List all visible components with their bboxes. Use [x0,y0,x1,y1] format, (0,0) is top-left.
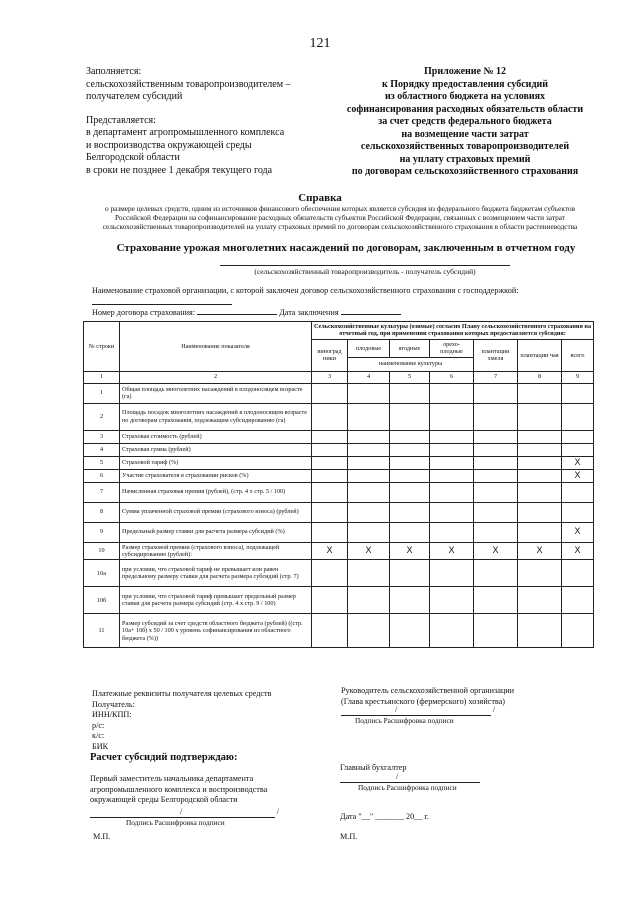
value-cell[interactable] [474,482,518,502]
header-tea: плантации чая [518,339,562,371]
value-cell[interactable] [390,430,430,443]
slash: / [396,771,399,781]
stamp-place-right: М.П. [340,832,358,841]
confirm-heading: Расчет субсидий подтверждаю: [90,752,238,763]
bank-line: Получатель: [92,699,135,709]
appendix-line: за счет средств федерального бюджета [378,116,552,127]
indicator-name: Предельный размер ставки для расчета размера субсидий (%) [120,522,312,542]
x-mark: X [562,456,594,469]
contract-number-label: Номер договора страхования: [92,308,196,317]
stamp-place-left: М.П. [93,832,111,841]
value-cell[interactable] [518,502,562,522]
value-cell[interactable] [348,456,390,469]
fill-instructions [86,66,336,177]
value-cell[interactable] [348,522,390,542]
value-cell[interactable] [518,482,562,502]
table-row [84,383,594,403]
page-number: 121 [309,36,331,51]
submit-line: и воспроизводства окружающей среды [86,139,252,151]
accountant-signature-block [340,763,560,793]
value-cell[interactable] [518,469,562,482]
value-cell[interactable] [518,522,562,542]
value-cell[interactable] [390,469,430,482]
submit-line: в департамент агропромышленного комплекса [86,127,285,138]
value-cell[interactable] [312,614,348,648]
header-nut: орехо-плодные [430,339,474,357]
value-cell[interactable] [430,587,474,614]
value-cell[interactable] [518,456,562,469]
indicator-name: Размер субсидий за счет средств областного бюджета (рублей) ((стр. 10а+ 10б) х 50 / 100 х уровень софинансирования из областного бюджета (%)) [120,614,312,648]
value-cell[interactable] [390,443,430,456]
row-number: 5 [84,456,120,469]
value-cell[interactable] [518,587,562,614]
value-cell[interactable] [312,560,348,587]
value-cell[interactable] [562,482,594,502]
x-mark: X [430,542,474,560]
value-cell[interactable] [562,614,594,648]
certificate-title: Справка [298,192,342,204]
indicator-name: Общая площадь многолетних насаждений в плодоносящем возрасте (га) [120,383,312,403]
value-cell[interactable] [348,560,390,587]
head-title: Руководитель сельскохозяйственной организации [341,686,515,695]
deputy-line: Первый заместитель начальника департамента [90,774,254,783]
value-cell[interactable] [474,443,518,456]
column-number: 7 [474,371,518,383]
row-number: 1 [84,383,120,403]
head-signature-block [341,686,571,727]
appendix-line: сельскохозяйственных товаропроизводителей [360,141,570,152]
appendix-line: по договорам сельскохозяйственного страхования [351,166,579,177]
value-cell[interactable] [348,482,390,502]
value-cell[interactable] [518,443,562,456]
value-cell[interactable] [430,502,474,522]
header-crop-name: наименование культуры [348,357,474,371]
value-cell[interactable] [562,430,594,443]
producer-caption: (сельскохозяйственный товаропроизводитель - получатель субсидий) [254,267,476,276]
bank-details [92,689,312,752]
date-field[interactable]: Дата "__" _______ 20__ г. [340,812,429,821]
row-number: 10а [84,560,120,587]
value-cell[interactable] [348,383,390,403]
value-cell[interactable] [562,560,594,587]
value-cell[interactable] [312,469,348,482]
value-cell[interactable] [474,502,518,522]
column-number: 4 [348,371,390,383]
x-mark: X [348,542,390,560]
value-cell[interactable] [430,456,474,469]
producer-name-line[interactable] [220,265,510,266]
value-cell[interactable] [474,403,518,430]
value-cell[interactable] [430,403,474,430]
column-number: 5 [390,371,430,383]
subsidy-table [83,321,594,648]
row-number: 8 [84,502,120,522]
submit-label: Представляется: [86,114,156,126]
value-cell[interactable] [474,522,518,542]
value-cell[interactable] [518,560,562,587]
value-cell[interactable] [430,383,474,403]
table-row [84,614,594,648]
value-cell[interactable] [312,482,348,502]
submit-line: Белгородской области [86,152,180,163]
row-number: 3 [84,430,120,443]
bank-line: р/с: [92,720,105,730]
indicator-name: Страховая сумма (рублей) [120,443,312,456]
x-mark: X [474,542,518,560]
appendix-header [330,66,600,179]
table-row [84,443,594,456]
fill-label: Заполняется: [86,66,142,77]
value-cell[interactable] [518,383,562,403]
indicator-name: при условии, что страховой тариф не превышает или равен предельному размеру ставки для расчета размера субсидий (стр. 7) [120,560,312,587]
appendix-line: из областного бюджета на условиях [384,91,546,102]
value-cell[interactable] [348,430,390,443]
contract-number-field[interactable] [197,306,277,315]
value-cell[interactable] [390,403,430,430]
value-cell[interactable] [430,469,474,482]
indicator-name: при условии, что страховой тариф превышает предельный размер ставки для расчета размера субсидий (стр. 4 х стр. 9 / 100) [120,587,312,614]
value-cell[interactable] [390,383,430,403]
head-signature-line[interactable] [341,705,495,716]
fill-line: получателем субсидий [86,91,183,102]
value-cell[interactable] [312,443,348,456]
appendix-number: Приложение № 12 [423,66,507,77]
table-row [84,542,594,560]
accountant-signature-line[interactable] [340,771,480,783]
value-cell[interactable] [562,403,594,430]
accountant-signature-caption: Подпись Расшифровка подписи [358,782,457,792]
insurer-name-field[interactable] [92,296,232,305]
appendix-line: к Порядку предоставления субсидий [381,78,549,90]
table-row [84,587,594,614]
indicator-name: Размер страховой премии (страхового взноса), подлежащей субсидированию (рублей): [120,542,312,560]
table-row [84,482,594,502]
contract-date-field[interactable] [341,306,401,315]
row-number: 6 [84,469,120,482]
value-cell[interactable] [518,403,562,430]
value-cell[interactable] [430,430,474,443]
value-cell[interactable] [474,383,518,403]
row-number: 2 [84,403,120,430]
value-cell[interactable] [312,502,348,522]
value-cell[interactable] [430,443,474,456]
indicator-name: Сумма уплаченной страховой премии (страхового взноса) (рублей) [120,502,312,522]
appendix-line: на возмещение части затрат [401,128,529,140]
certificate-description: о размере целевых средств, одним из источников финансового обеспечения которых является субсидия из федерального бюджета бюджетам субъектов Российской Федерации на софинансирование расходных обязательств субъектов Российской Федерации, связанных с возмещением части затрат сельскохозяйственных товаропроизводителей на уплату страховых премий по договорам сельскохозяйственного страхования в области растениеводства [102,204,578,231]
indicator-name: Страховая стоимость (рублей) [120,430,312,443]
row-number: 4 [84,443,120,456]
table-row [84,430,594,443]
bank-line: БИК [92,741,109,751]
indicator-name: Площадь посадок многолетних насаждений в плодоносящем возрасте по договорам страхования, подлежащим субсидированию (га) [120,403,312,430]
value-cell[interactable] [430,522,474,542]
header-crops-group: Сельскохозяйственные культуры (озимые) согласно Плану сельскохозяйственного страхования на отчетный год, при применении страхования которых предоставляется субсидия: [312,322,594,340]
slash: / [492,705,495,714]
value-cell[interactable] [390,614,430,648]
head-subtitle: (Глава крестьянского (фермерского) хозяйства) [341,696,506,706]
value-cell[interactable] [312,522,348,542]
table-row [84,456,594,469]
row-number: 7 [84,482,120,502]
fill-line: сельскохозяйственным товаропроизводителем – [86,78,291,90]
value-cell[interactable] [474,469,518,482]
column-number: 2 [120,371,312,383]
header-indicator: Наименование показателя [120,322,312,372]
value-cell[interactable] [518,430,562,443]
value-cell[interactable] [390,560,430,587]
slash: / [395,705,398,714]
column-number: 6 [430,371,474,383]
submit-deadline: в сроки не позднее 1 декабря текущего года [86,164,273,176]
table-row [84,403,594,430]
x-mark: X [562,469,594,482]
bank-line: к/с: [92,731,105,740]
head-signature-caption: Подпись Расшифровка подписи [355,716,454,725]
deputy-signature-line[interactable] [90,806,279,818]
value-cell[interactable] [390,522,430,542]
deputy-line: окружающей среды Белгородской области [90,795,238,804]
contract-block [92,306,592,317]
value-cell[interactable] [312,456,348,469]
row-number: 10б [84,587,120,614]
row-number: 9 [84,522,120,542]
value-cell[interactable] [348,502,390,522]
slash: / [180,806,183,816]
value-cell[interactable] [312,430,348,443]
value-cell[interactable] [312,383,348,403]
value-cell[interactable] [312,587,348,614]
value-cell[interactable] [348,614,390,648]
insurer-block [92,286,592,308]
value-cell[interactable] [348,469,390,482]
value-cell[interactable] [430,482,474,502]
appendix-line: на уплату страховых премий [399,153,531,165]
table-row [84,469,594,482]
value-cell[interactable] [474,614,518,648]
header-vineyards: виноград ники [312,339,348,371]
value-cell[interactable] [390,502,430,522]
value-cell[interactable] [390,587,430,614]
row-number: 11 [84,614,120,648]
slash: / [276,806,279,816]
value-cell[interactable] [430,560,474,587]
value-cell[interactable] [430,614,474,648]
row-number: 10 [84,542,120,560]
deputy-signature-caption: Подпись Расшифровка подписи [126,817,225,827]
contract-date-label: Дата заключения [279,308,339,317]
insurer-label: Наименование страховой организации, с которой заключен договор сельскохозяйственного страхования с господдержкой: [92,286,519,295]
indicator-name: Страховой тариф (%) [120,456,312,469]
column-number: 3 [312,371,348,383]
accountant-title: Главный бухгалтер [340,763,407,772]
indicator-name: Начисленная страховая премия (рублей), (стр. 4 х стр. 5 / 100) [120,482,312,502]
value-cell[interactable] [348,403,390,430]
value-cell[interactable] [518,614,562,648]
bank-line: Платежные реквизиты получателя целевых средств [92,689,272,698]
x-mark: X [562,542,594,560]
header-berry: ягодные [390,339,430,357]
header-total: всего [562,339,594,371]
value-cell[interactable] [474,456,518,469]
column-number-row [84,371,594,383]
value-cell[interactable] [562,383,594,403]
value-cell[interactable] [348,443,390,456]
x-mark: X [390,542,430,560]
value-cell[interactable] [562,587,594,614]
x-mark: X [312,542,348,560]
deputy-line: агропромышленного комплекса и воспроизводства [90,784,268,794]
value-cell[interactable] [474,430,518,443]
table-row [84,522,594,542]
column-number: 9 [562,371,594,383]
table-row [84,502,594,522]
appendix-line: софинансирования расходных обязательств области [346,103,584,115]
column-number: 8 [518,371,562,383]
value-cell[interactable] [390,456,430,469]
value-cell[interactable] [312,403,348,430]
header-fruit: плодовые [348,339,390,357]
value-cell[interactable] [474,560,518,587]
column-number: 1 [84,371,120,383]
value-cell[interactable] [562,443,594,456]
header-row-number: № строки [84,322,120,372]
indicator-name: Участие страхователя в страховании рисков (%) [120,469,312,482]
table-row [84,560,594,587]
header-hop: плантации хмеля [474,339,518,371]
x-mark: X [562,522,594,542]
value-cell[interactable] [348,587,390,614]
value-cell[interactable] [390,482,430,502]
x-mark: X [518,542,562,560]
value-cell[interactable] [474,587,518,614]
bank-line: ИНН/КПП: [92,710,132,719]
value-cell[interactable] [562,502,594,522]
deputy-signature-block [90,774,310,828]
certificate-subject: Страхование урожая многолетних насаждений по договорам, заключенным в отчетном году [116,242,576,254]
